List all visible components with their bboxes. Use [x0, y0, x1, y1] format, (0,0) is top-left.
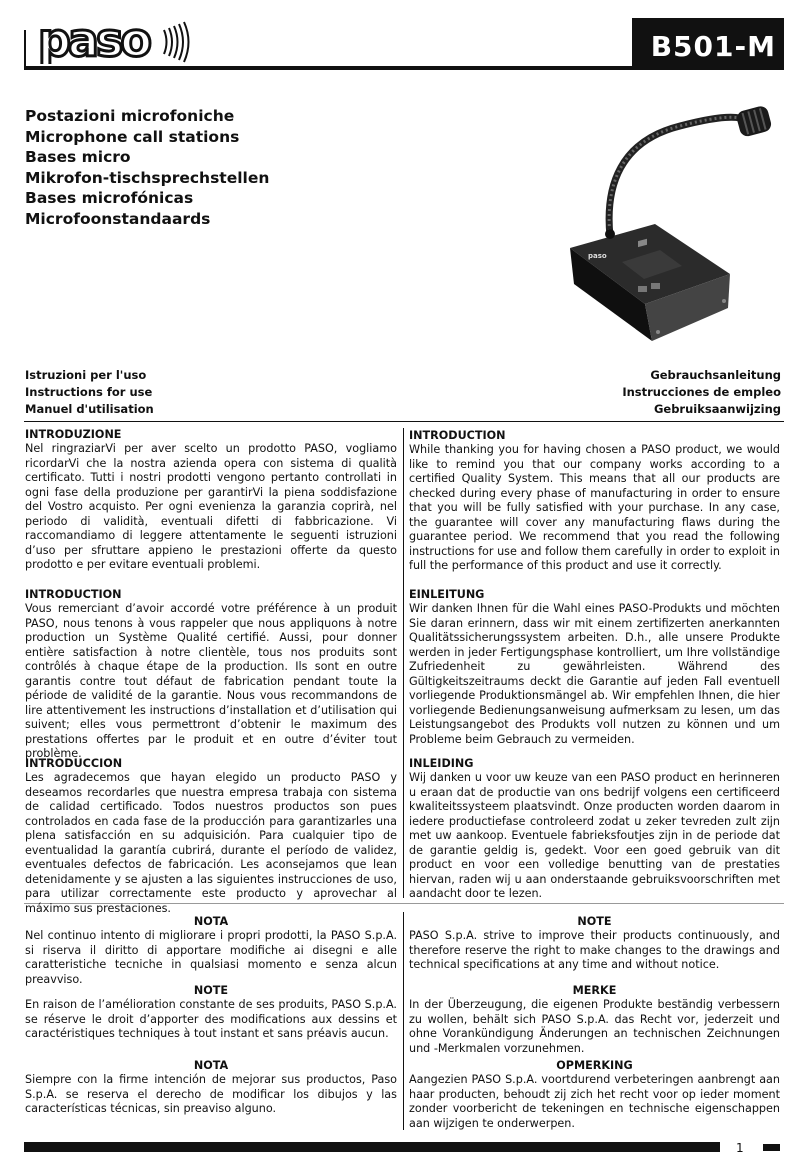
title-it: Postazioni microfoniche: [25, 107, 235, 125]
title-de: Mikrofon-tischsprechstellen: [25, 168, 270, 187]
label-en: Instructions for use: [25, 385, 153, 399]
device-brand: paso: [588, 252, 607, 260]
intro-en: [409, 429, 780, 574]
note-it-text: Nel continuo intento di migliorare i propri prodotti, la PASO S.p.A. si riserva il diritto di apportare modifiche ai disegni e alle caratteristiche tecniche in qualsiasi momento e senza alcun preavviso.: [25, 929, 397, 986]
paso-logo: [36, 20, 196, 68]
note-fr-title: NOTE: [193, 984, 229, 997]
title-nl: Microfoonstandaards: [25, 209, 211, 228]
intro-nl-title: INLEIDING: [409, 757, 474, 770]
intro-es: [25, 757, 397, 916]
note-fr: [25, 984, 397, 1042]
model-number: B501-M: [650, 30, 776, 63]
svg-text:paso: paso: [38, 20, 149, 64]
product-titles: [25, 106, 269, 230]
intro-es-title: INTRODUCCION: [25, 757, 123, 770]
intro-it-text: Nel ringraziarVi per aver scelto un prodotto PASO, vogliamo ricordarVi che la nostra azienda opera con sistema di qualità certificato. Tutti i nostri prodotti vengono pertanto controllati in ogni fase della produzione per garantirVi la piena soddisfazione del Vostro acquisto. Per ogni evenienza la garanzia coprirà, nel periodo di validità, eventuali difetti di fabbricazione. Vi raccomandiamo di leggere attentamente le seguenti istruzioni d’uso per sfruttare appieno le prestazioni offerte da questo prodotto e per evitare eventuali problemi.: [25, 442, 397, 572]
intro-fr-text: Vous remerciant d’avoir accordé votre préférence à un produit PASO, nous tenons à vous rappeler que nous appliquons à notre production un Système Qualité certifié. Aussi, pour donner entière satisfaction à notre clientèle, tous nos produits sont contrôlés à chaque étape de la production. Ils sont en outre garantis contre tout défaut de fabrication pendant toute la période de validité de la garantie. Nous vous recommandons de lire attentivement les instructions d’installation et d’utilisation qui suivent; elles vous permettront d’obtenir le maximum des prestations offertes par le produit et en outre d’éviter tout problème.: [25, 602, 397, 760]
intro-de: [409, 588, 780, 747]
note-fr-text: En raison de l’amélioration constante de ses produits, PASO S.p.A. se réserve le droit d’apporter des modifications aux dessins et caractéristiques techniques à tout instant et sans préavis aucun.: [25, 998, 397, 1041]
note-de-title: MERKE: [572, 984, 617, 997]
intro-nl: [409, 757, 780, 902]
label-it: Istruzioni per l'uso: [25, 368, 147, 382]
title-es: Bases microfónicas: [25, 189, 194, 208]
note-en-text: PASO S.p.A. strive to improve their products continuously, and therefore reserve the right to make changes to the drawings and technical specifications at any time and without notice.: [409, 929, 780, 972]
intro-en-title: INTRODUCTION: [409, 429, 506, 442]
intro-fr-title: INTRODUCTION: [25, 588, 122, 601]
note-en-title: NOTE: [577, 915, 612, 928]
note-de-text: In der Überzeugung, die eigenen Produkte beständig verbessern zu wollen, behält sich PASO S.p.A. das Recht vor, jederzeit und ohne Vorankündigung Änderungen an technischen Zeichnungen und -Merkmalen vorzunehmen.: [409, 998, 780, 1055]
note-it: [25, 915, 397, 987]
instruction-labels-right: [622, 367, 781, 418]
intro-es-text: Les agradecemos que hayan elegido un producto PASO y deseamos recordarles que nuestra empresa trabaja con sistema de calidad certificado. Todos nuestros productos son pues controlados en cada fase de la producción para garantizarles una plena satisfacción en su adquisición. Para cualquier tipo de eventualidad la garantía cubrirá, durante el período de validez, eventuales defectos de fabricación. Les aconsejamos que lean detenidamente y se ajusten a las siguientes instrucciones de uso, para utilizar correctamente este producto y aprovechar al máximo sus prestaciones.: [25, 771, 397, 915]
label-nl: Gebruiksaanwijzing: [653, 402, 781, 416]
label-fr: Manuel d'utilisation: [25, 402, 154, 416]
intro-de-title: EINLEITUNG: [409, 588, 485, 601]
note-de: [409, 984, 780, 1056]
page-number: 1: [736, 1141, 744, 1155]
note-nl-title: OPMERKING: [556, 1059, 633, 1072]
note-nl: [409, 1059, 780, 1131]
label-de: Gebrauchsanleitung: [650, 368, 781, 382]
footer-bar: [24, 1142, 720, 1152]
note-nl-text: Aangezien PASO S.p.A. voortdurend verbeteringen aanbrengt aan haar producten, behoudt zij zich het recht voor op ieder moment zonder voorbericht de tekeningen en technische eigenschappen aan wijzigen te onderwerpen.: [409, 1073, 780, 1130]
note-it-title: NOTA: [193, 915, 229, 928]
intro-it: [25, 428, 397, 573]
note-en: [409, 915, 780, 973]
intro-it-title: INTRODUZIONE: [25, 428, 122, 441]
label-es: Instrucciones de empleo: [622, 385, 781, 399]
intro-de-text: Wir danken Ihnen für die Wahl eines PASO-Produkts und möchten Sie daran erinnern, dass wir mit einem zertifizerten anerkannten Qualitätssicherungssystem arbeiten. D.h., alle unsere Produkte werden in jeder Fertigungsphase kontrolliert, um Ihre vollständige Zufriedenheit zu gewährleisten. Während des Gültigkeitszeitraums deckt die Garantie auf jeden Fall eventuell vorliegende Produktionsmängel ab. Wir empfehlen Ihnen, die hier vorliegende Bedienungsanweisung aufmerksam zu lesen, um das Leistungsangebot des Produkts voll nutzen zu können und um Probleme beim Gebrauch zu vermeiden.: [409, 602, 780, 746]
title-en: Microphone call stations: [25, 127, 240, 146]
note-es-text: Siempre con la firme intención de mejorar sus productos, Paso S.p.A. se reserva el derecho de modificar los dibujos y las características técnicas, sin preaviso alguno.: [25, 1073, 397, 1116]
intro-fr: [25, 588, 397, 761]
column-divider-notes: [403, 912, 404, 1130]
header-left-tick: [24, 30, 26, 70]
column-divider: [403, 428, 404, 898]
intro-en-text: While thanking you for having chosen a PASO product, we would like to remind you that our company works according to a certified Quality System. This means that all our products are checked during every phase of manufacturing in order to ensure that you will be fully satisfied with your purchase. In any case, the guarantee will cover any manufacturing flaws during the guarantee period. We recommend that you read the following instructions for use and follow them carefully in order to exploit in full the performance of this product and use it correctly.: [409, 443, 780, 573]
section-divider: [24, 421, 784, 422]
note-es: [25, 1059, 397, 1117]
product-image: [560, 96, 780, 351]
title-fr: Bases micro: [25, 148, 131, 167]
intro-nl-text: Wij danken u voor uw keuze van een PASO product en herinneren u eraan dat de productie van ons bedrijf volgens een certificeerd kwaliteitssysteem plaatsvindt. Onze producten worden daarom in iedere productiefase controleerd zodat u zeker tevreden zult zijn met uw aankoop. Eventuele fabrieksfoutjes zijn in de periode dat de garantie geldig is, gedekt. Voor een goed gebruik van dit product en voor een volledige benutting van de prestaties hiervan, raden wij u aan onderstaande gebruiksvoorschriften met aandacht door te lezen.: [409, 771, 780, 901]
footer-box: [763, 1144, 780, 1151]
instruction-labels-left: [25, 367, 154, 418]
note-es-title: NOTA: [193, 1059, 229, 1072]
